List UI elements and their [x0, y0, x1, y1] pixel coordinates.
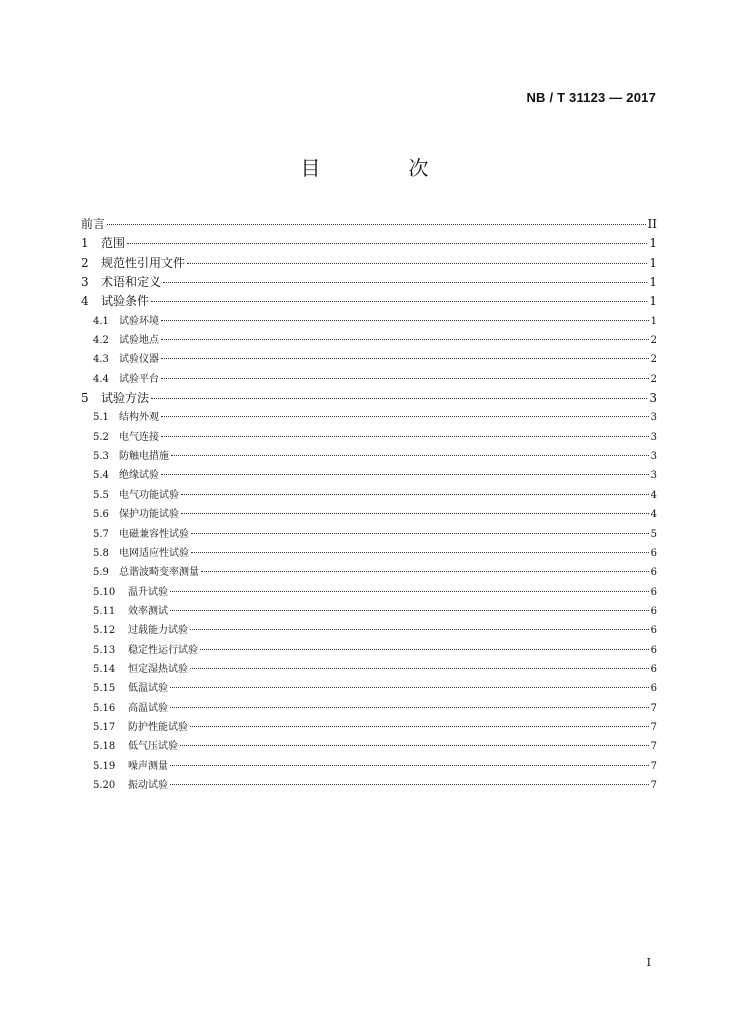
toc-entry-number: 5.10: [93, 586, 116, 598]
toc-entry[interactable]: [81, 215, 657, 234]
toc-entry[interactable]: [81, 621, 657, 640]
toc-entry-title: 试验条件: [101, 294, 150, 309]
toc-entry-page: 3: [650, 431, 657, 443]
toc-entry[interactable]: [81, 389, 657, 408]
toc-dot-leader: [181, 512, 649, 514]
toc-dot-leader: [171, 454, 649, 456]
toc-dot-leader: [161, 377, 649, 379]
toc-dot-leader: [170, 590, 649, 592]
toc-entry[interactable]: [81, 234, 657, 253]
toc-entry-number: 5.5: [93, 489, 109, 501]
toc-entry[interactable]: [81, 737, 657, 756]
toc-entry[interactable]: [81, 350, 657, 369]
toc-entry-title: 振动试验: [128, 779, 168, 791]
toc-entry[interactable]: [81, 641, 657, 660]
toc-dot-leader: [191, 551, 649, 553]
toc-dot-leader: [170, 783, 649, 785]
toc-entry-page: 4: [650, 509, 657, 521]
toc-entry-number: 5: [81, 391, 89, 406]
toc-entry-number: 5.14: [93, 663, 116, 675]
toc-dot-leader: [161, 435, 649, 437]
toc-dot-leader: [190, 725, 649, 727]
toc-entry-number: 5.17: [93, 721, 116, 733]
toc-entry[interactable]: [81, 660, 657, 679]
toc-entry-number: 5.19: [93, 760, 116, 772]
toc-dot-leader: [190, 667, 649, 669]
toc-entry-page: 2: [650, 335, 657, 347]
toc-entry-number: 2: [81, 255, 89, 270]
toc-entry[interactable]: [81, 447, 657, 466]
toc-entry-number: 5.11: [93, 605, 116, 617]
toc-entry-title: 电气功能试验: [119, 489, 179, 501]
toc-entry-number: 5.12: [93, 625, 116, 637]
toc-entry-title: 效率测试: [128, 605, 168, 617]
toc-entry-title: 电网适应性试验: [119, 547, 189, 559]
toc-entry-number: 5.20: [93, 779, 116, 791]
toc-dot-leader: [180, 744, 649, 746]
toc-entry-page: 6: [650, 683, 657, 695]
toc-entry-number: 5.18: [93, 741, 116, 753]
toc-entry-title: 电磁兼容性试验: [119, 528, 189, 540]
toc-dot-leader: [201, 570, 649, 572]
toc-entry-number: 4.4: [93, 373, 109, 385]
toc-dot-leader: [127, 242, 647, 244]
toc-entry[interactable]: [81, 370, 657, 389]
toc-entry-page: 6: [650, 644, 657, 656]
toc-entry[interactable]: [81, 699, 657, 718]
toc-entry[interactable]: [81, 544, 657, 563]
toc-entry[interactable]: [81, 718, 657, 737]
toc-entry[interactable]: [81, 563, 657, 582]
toc-entry-number: 4.1: [93, 315, 109, 327]
toc-entry-number: 5.6: [93, 509, 109, 521]
toc-entry-number: 5.15: [93, 683, 116, 695]
standard-number: NB / T 31123 — 2017: [526, 90, 656, 105]
toc-entry-page: 7: [650, 779, 657, 791]
toc-entry[interactable]: [81, 254, 657, 273]
toc-entry-title: 试验平台: [119, 373, 159, 385]
toc-entry-title: 试验方法: [101, 391, 150, 406]
toc-dot-leader: [161, 357, 649, 359]
toc-dot-leader: [151, 300, 647, 302]
toc-entry-page: II: [647, 217, 657, 231]
toc-entry[interactable]: [81, 486, 657, 505]
toc-entry-page: 2: [650, 354, 657, 366]
toc-dot-leader: [187, 262, 647, 264]
toc-entry-number: 5.4: [93, 470, 109, 482]
toc-entry-number: 1: [81, 236, 89, 251]
toc-entry-page: 6: [650, 663, 657, 675]
toc-entry-title: 防触电措施: [119, 451, 169, 463]
toc-dot-leader: [163, 281, 647, 283]
toc-entry-title: 防护性能试验: [128, 721, 188, 733]
toc-entry-title: 范围: [101, 236, 126, 251]
toc-entry-title: 结构外观: [119, 412, 159, 424]
toc-dot-leader: [161, 319, 649, 321]
toc-entry-page: 1: [649, 294, 657, 309]
toc-entry-number: 5.2: [93, 431, 109, 443]
toc-entry-title: 电气连接: [119, 431, 159, 443]
toc-entry-title: 试验地点: [119, 335, 159, 347]
toc-dot-leader: [200, 648, 649, 650]
toc-dot-leader: [161, 415, 649, 417]
toc-entry-number: 3: [81, 275, 89, 290]
toc-entry-page: 6: [650, 605, 657, 617]
toc-entry-page: 1: [649, 255, 657, 270]
toc-entry-number: 4.2: [93, 335, 109, 347]
toc-entry-number: 5.13: [93, 644, 116, 656]
toc-entry-title: 恒定湿热试验: [128, 663, 188, 675]
toc-entry-page: 3: [650, 451, 657, 463]
toc-entry-page: 1: [649, 236, 657, 251]
toc-entry[interactable]: [81, 408, 657, 427]
toc-entry-page: 7: [650, 721, 657, 733]
toc-entry-page: 7: [650, 702, 657, 714]
toc-dot-leader: [151, 397, 647, 399]
toc-entry-title: 试验仪器: [119, 354, 159, 366]
toc-entry-title: 前言: [81, 217, 106, 231]
toc-entry[interactable]: [81, 428, 657, 447]
toc-dot-leader: [191, 532, 649, 534]
toc-dot-leader: [161, 473, 649, 475]
toc-entry-title: 噪声测量: [128, 760, 168, 772]
toc-entry-title: 保护功能试验: [119, 509, 179, 521]
toc-dot-leader: [181, 493, 649, 495]
toc-entry-page: 6: [650, 625, 657, 637]
toc-entry[interactable]: [81, 466, 657, 485]
toc-entry-page: 5: [650, 528, 657, 540]
toc-entry-title: 绝缘试验: [119, 470, 159, 482]
toc-entry-number: 5.9: [93, 567, 109, 579]
toc-entry-title: 过载能力试验: [128, 625, 188, 637]
toc-entry-number: 5.16: [93, 702, 116, 714]
toc-entry[interactable]: [81, 331, 657, 350]
toc-entry-page: 1: [650, 315, 657, 327]
toc-entry-page: 3: [649, 391, 657, 406]
toc-entry-number: 4: [81, 294, 89, 309]
toc-entry-title: 低气压试验: [128, 741, 178, 753]
toc-entry-page: 3: [650, 470, 657, 482]
toc-title: 目 次: [300, 156, 463, 180]
toc-entry-page: 4: [650, 489, 657, 501]
toc-entry-number: 5.3: [93, 451, 109, 463]
toc-dot-leader: [170, 764, 649, 766]
toc-entry-page: 6: [650, 567, 657, 579]
toc-entry-number: 5.7: [93, 528, 109, 540]
toc-entry[interactable]: [81, 583, 657, 602]
toc-entry-page: 3: [650, 412, 657, 424]
toc-entry[interactable]: [81, 757, 657, 776]
toc-dot-leader: [161, 338, 649, 340]
table-of-contents: [81, 215, 657, 795]
toc-entry-number: 4.3: [93, 354, 109, 366]
toc-dot-leader: [170, 706, 649, 708]
toc-entry-number: 5.1: [93, 412, 109, 424]
toc-dot-leader: [190, 628, 649, 630]
toc-entry-title: 高温试验: [128, 702, 168, 714]
toc-entry-title: 试验环境: [119, 315, 159, 327]
toc-dot-leader: [107, 223, 646, 225]
toc-entry-page: 2: [650, 373, 657, 385]
toc-entry-title: 规范性引用文件: [101, 255, 186, 270]
toc-entry-page: 7: [650, 741, 657, 753]
toc-entry-page: 6: [650, 586, 657, 598]
toc-entry[interactable]: [81, 505, 657, 524]
toc-entry-title: 总谐波畸变率测量: [119, 567, 199, 579]
toc-dot-leader: [170, 609, 649, 611]
toc-entry-title: 稳定性运行试验: [128, 644, 198, 656]
toc-entry[interactable]: [81, 292, 657, 311]
toc-entry[interactable]: [81, 312, 657, 331]
toc-entry[interactable]: [81, 679, 657, 698]
toc-entry[interactable]: [81, 776, 657, 795]
page-number: I: [646, 956, 651, 969]
toc-entry-page: 7: [650, 760, 657, 772]
toc-entry-title: 低温试验: [128, 683, 168, 695]
toc-entry-page: 1: [649, 275, 657, 290]
toc-dot-leader: [170, 686, 649, 688]
toc-entry-page: 6: [650, 547, 657, 559]
toc-entry[interactable]: [81, 525, 657, 544]
toc-entry[interactable]: [81, 273, 657, 292]
toc-entry-number: 5.8: [93, 547, 109, 559]
toc-entry-title: 温升试验: [128, 586, 168, 598]
toc-entry-title: 术语和定义: [101, 275, 162, 290]
toc-entry[interactable]: [81, 602, 657, 621]
